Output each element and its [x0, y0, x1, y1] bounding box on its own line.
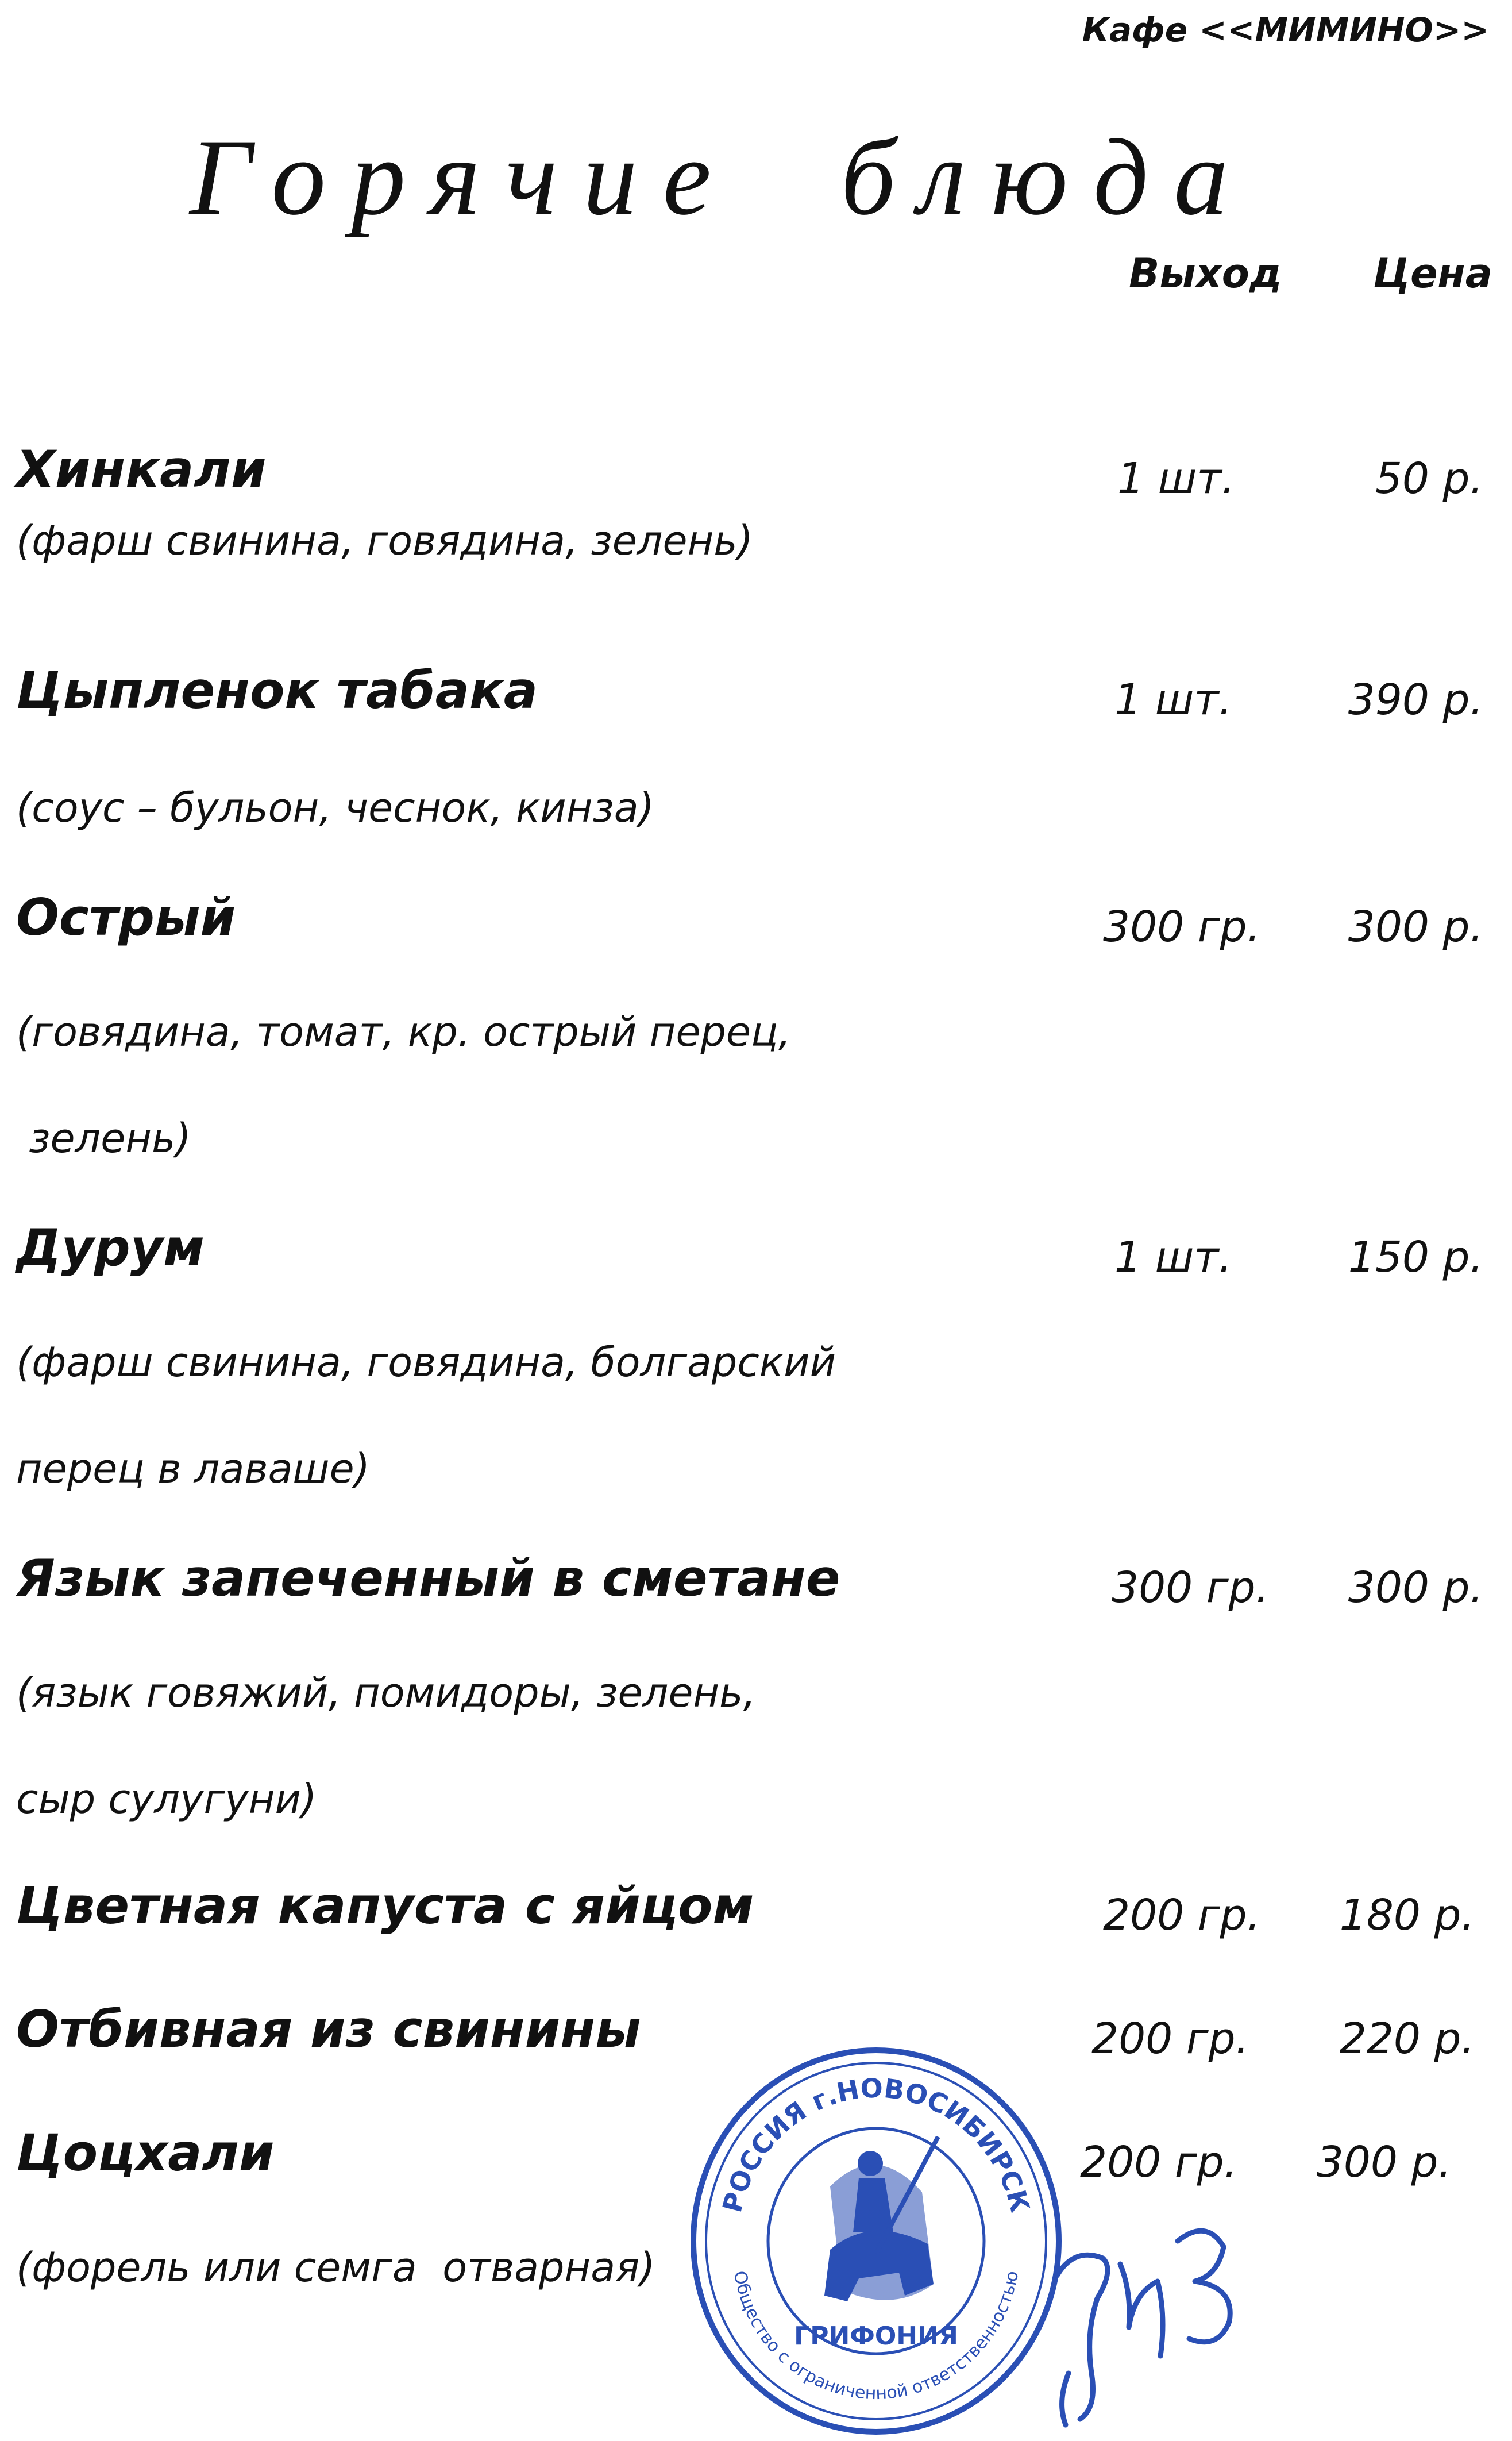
dish-yield-tsotskhali: 200 гр. [1080, 2138, 1238, 2187]
dish-price-khinkali: 50 р. [1375, 454, 1483, 503]
dish-desc-ostryi-line2: зелень) [16, 1115, 191, 1162]
dish-desc-tabaka: (соус – бульон, чеснок, кинза) [16, 784, 654, 831]
signature-mark [1034, 2184, 1275, 2431]
dish-yield-tabaka: 1 шт. [1114, 675, 1232, 725]
stamp-bottom-text: Общество с ограниченной ответственностью [729, 2269, 1023, 2404]
dish-yield-cauliflower: 200 гр. [1103, 1891, 1261, 1940]
dish-price-tsotskhali: 300 р. [1316, 2138, 1452, 2187]
dish-yield-ostryi: 300 гр. [1103, 902, 1261, 952]
dish-name-tongue: Язык запеченный в сметане [16, 1549, 840, 1608]
dish-price-pork-chop: 220 р. [1339, 2014, 1475, 2063]
stamp-company-name: ГРИФОНИЯ [794, 2321, 958, 2351]
dish-yield-tongue: 300 гр. [1112, 1563, 1270, 1612]
stamp-top-text: РОССИЯ г.НОВОСИБИРСК [716, 2072, 1036, 2216]
yield-column-header: Выход [1129, 250, 1282, 297]
dish-name-pork-chop: Отбивная из свинины [16, 2000, 641, 2059]
cafe-name: Кафе <<МИМИНО>> [1082, 10, 1489, 49]
dish-name-khinkali: Хинкали [16, 440, 267, 499]
dish-yield-durum: 1 шт. [1114, 1233, 1232, 1282]
dish-desc-durum-line2: перец в лаваше) [16, 1445, 370, 1492]
dish-price-ostryi: 300 р. [1348, 902, 1483, 952]
dish-name-ostryi: Острый [16, 888, 236, 947]
dish-yield-pork-chop: 200 гр. [1091, 2014, 1249, 2063]
dish-price-tongue: 300 р. [1348, 1563, 1483, 1612]
dish-desc-durum-line1: (фарш свинина, говядина, болгарский [16, 1339, 836, 1386]
dish-name-cauliflower: Цветная капуста с яйцом [16, 1876, 754, 1935]
dish-desc-khinkali: (фарш свинина, говядина, зелень) [16, 517, 753, 564]
dish-desc-ostryi-line1: (говядина, томат, кр. острый перец, [16, 1008, 791, 1056]
dish-price-cauliflower: 180 р. [1339, 1891, 1475, 1940]
price-column-header: Цена [1373, 250, 1493, 297]
dish-desc-tongue-line2: сыр сулугуни) [16, 1776, 317, 1823]
dish-desc-tsotskhali: (форель или семга отварная) [16, 2244, 655, 2291]
dish-name-durum: Дурум [16, 1218, 205, 1277]
dish-name-tabaka: Цыпленок табака [16, 661, 538, 720]
dish-price-tabaka: 390 р. [1348, 675, 1483, 725]
dish-yield-khinkali: 1 шт. [1117, 454, 1235, 503]
dish-price-durum: 150 р. [1348, 1233, 1483, 1282]
company-stamp [686, 2043, 1066, 2439]
dish-desc-tongue-line1: (язык говяжий, помидоры, зелень, [16, 1669, 756, 1716]
page-title: Горячие блюда [190, 117, 1254, 238]
dish-name-tsotskhali: Цоцхали [16, 2123, 275, 2182]
